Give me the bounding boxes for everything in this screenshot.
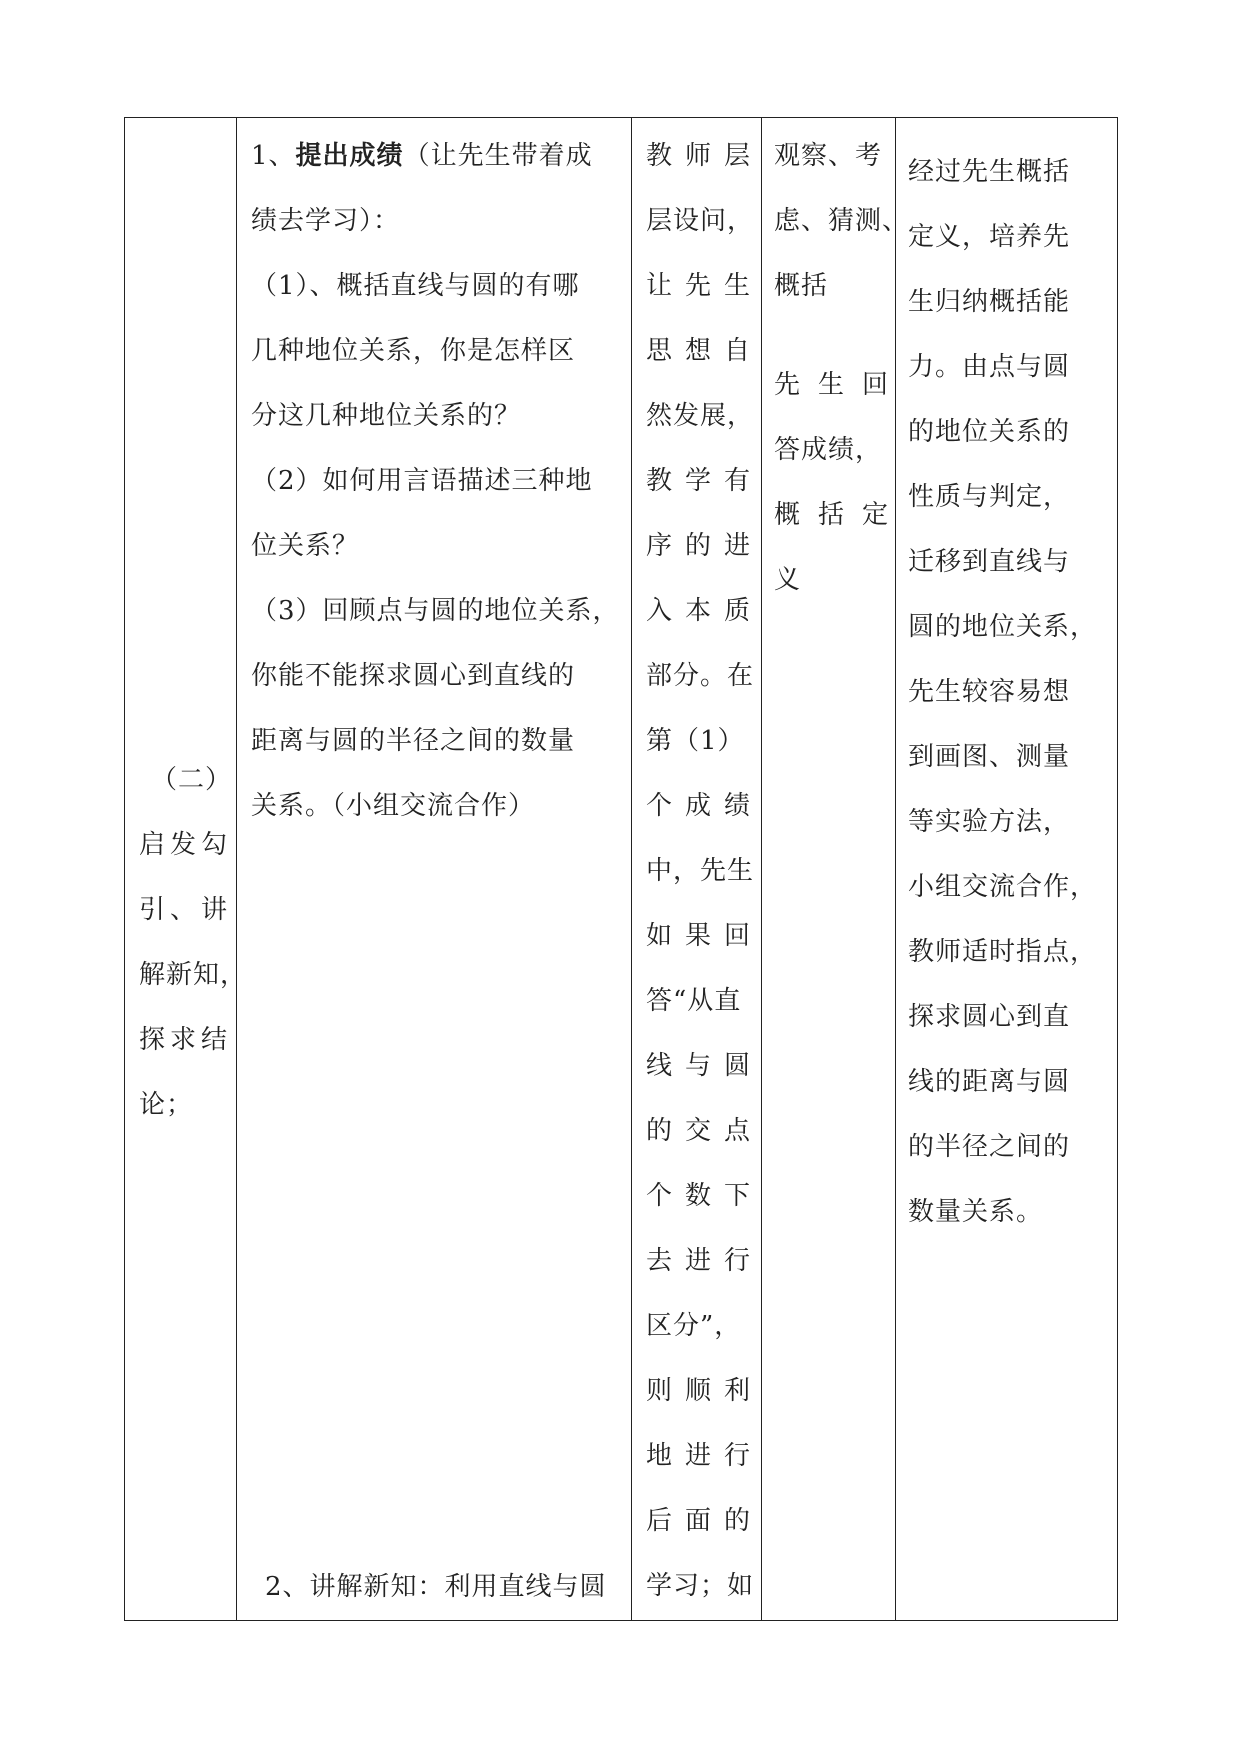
student-line: 答成绩，: [774, 435, 883, 465]
content-item2: [251, 1549, 621, 1620]
spacer: [774, 319, 889, 353]
teacher-line: 教学有: [646, 466, 751, 496]
teacher-line: 区分”，: [646, 1311, 742, 1341]
intent-line: 的半径之间的: [908, 1132, 1071, 1162]
content-item2-line: 2、讲解新知：利用直线与圆: [265, 1572, 607, 1602]
teacher-activity-text: [632, 118, 761, 1619]
intent-line: 迁移到直线与: [908, 547, 1071, 577]
teacher-line: 如果回: [646, 921, 751, 951]
teacher-line: 线与圆: [646, 1051, 751, 1081]
content-line: （1）、概括直线与圆的有哪: [251, 271, 580, 301]
intent-line: 到画图、测量: [908, 742, 1071, 772]
content-line: 绩去学习）：: [251, 206, 401, 236]
intent-line: 力。由点与圆: [908, 352, 1071, 382]
student-activity-text: [762, 118, 910, 613]
item1-note: （让先生带着成: [403, 141, 593, 171]
intent-line: 数量关系。: [908, 1197, 1044, 1227]
intent-line: 圆的地位关系，: [908, 612, 1098, 642]
intent-line: 经过先生概括: [908, 157, 1071, 187]
teacher-line: 后面的: [646, 1506, 751, 1536]
intent-line: 线的距离与圆: [908, 1067, 1071, 1097]
content-line: （2）如何用言语描述三种地: [251, 466, 593, 496]
stage-line: 启发勾: [139, 830, 228, 860]
content-line: 几种地位关系，你是怎样区: [251, 336, 576, 366]
teacher-line: 答“从直: [646, 986, 742, 1016]
content-line: 距离与圆的半径之间的数量: [251, 726, 576, 756]
student-line: 观察、考: [774, 141, 883, 171]
content-line: 分这几种地位关系的？: [251, 401, 522, 431]
teacher-line: 入本质: [646, 596, 751, 626]
student-line: 概括: [774, 271, 829, 301]
intent-line: 生归纳概括能: [908, 287, 1071, 317]
content-line: 位关系？: [251, 531, 360, 561]
teacher-line: 则顺利: [646, 1376, 751, 1406]
intent-line: 小组交流合作，: [908, 872, 1098, 902]
stage-line: 引、讲: [139, 895, 228, 925]
intent-line: 性质与判定，: [908, 482, 1071, 512]
student-activity-cell: [762, 118, 910, 1621]
design-intent-text: [896, 118, 1117, 1245]
teacher-line: 地进行: [646, 1441, 751, 1471]
teacher-line: 去进行: [646, 1246, 751, 1276]
teacher-line: 部分。在: [646, 661, 755, 691]
lesson-plan-table: [124, 117, 1118, 1621]
student-line: 义: [774, 565, 802, 595]
item1-prefix: 1、: [251, 141, 296, 171]
teacher-line: 个数下: [646, 1181, 751, 1211]
intent-line: 定义，培养先: [908, 222, 1071, 252]
teacher-line: 中，先生: [646, 856, 755, 886]
content-line: （3）回顾点与圆的地位关系，: [251, 596, 620, 626]
teacher-line: 学习；如: [646, 1571, 755, 1601]
stage-line: （二）: [151, 765, 233, 795]
student-line: 概括定: [774, 500, 889, 530]
stage-text: [139, 748, 248, 1138]
stage-cell: [125, 118, 248, 1621]
teacher-line: 层设问，: [646, 206, 755, 236]
content-item1-heading: [251, 124, 621, 189]
content-cell: [237, 118, 632, 1621]
table-row: [125, 118, 1118, 1621]
intent-line: 等实验方法，: [908, 807, 1071, 837]
student-line: 虑、猜测、: [774, 206, 910, 236]
intent-line: 的地位关系的: [908, 417, 1071, 447]
student-line: 先生回: [774, 370, 889, 400]
teacher-line: 第（1）: [646, 726, 745, 756]
item1-title: 提出成绩: [295, 141, 404, 171]
stage-line: 探求结: [139, 1025, 228, 1055]
content-line: 关系。（小组交流合作）: [251, 791, 536, 821]
teacher-line: 思想自: [646, 336, 751, 366]
content-line: 你能不能探求圆心到直线的: [251, 661, 576, 691]
design-intent-cell: [896, 118, 1118, 1621]
stage-line: 论；: [139, 1090, 194, 1120]
intent-line: 教师适时指点，: [908, 937, 1098, 967]
stage-line: 解新知，: [139, 960, 248, 990]
teacher-line: 序的进: [646, 531, 751, 561]
teacher-activity-cell: [632, 118, 762, 1621]
teacher-line: 然发展，: [646, 401, 755, 431]
teacher-line: 的交点: [646, 1116, 751, 1146]
content-text: [237, 118, 631, 839]
intent-line: 先生较容易想: [908, 677, 1071, 707]
teacher-line: 教师层: [646, 141, 751, 171]
teacher-line: 个成绩: [646, 791, 751, 821]
teacher-line: 让先生: [646, 271, 751, 301]
intent-line: 探求圆心到直: [908, 1002, 1071, 1032]
